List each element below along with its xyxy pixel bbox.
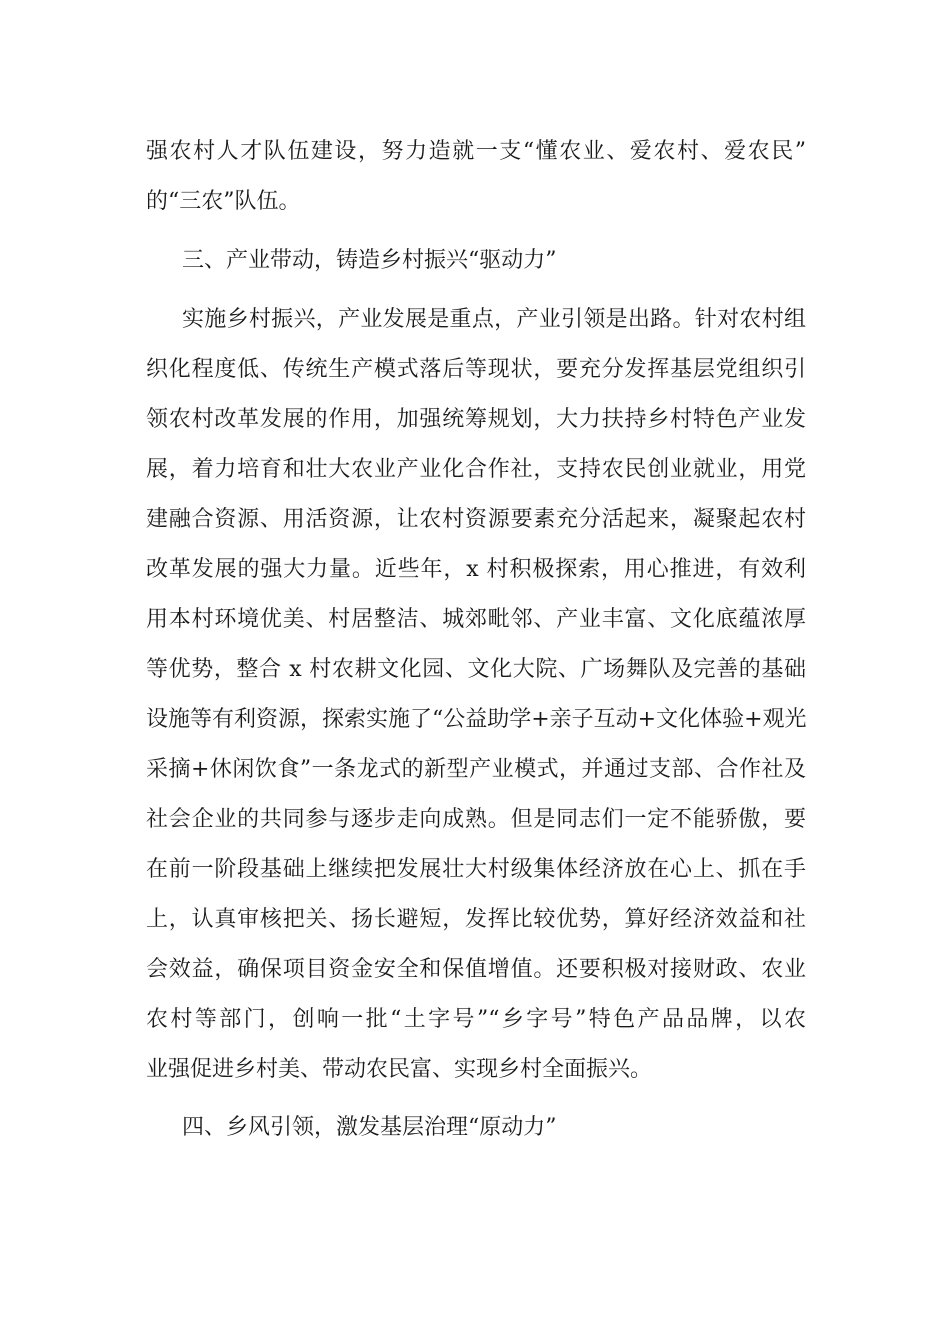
paragraph-line: 会效益，确保项目资金安全和保值增值。还要积极对接财政、农业 — [146, 957, 806, 982]
paragraph-line: 业强促进乡村美、带动农民富、实现乡村全面振兴。 — [146, 1057, 653, 1082]
paragraph-line: 社会企业的共同参与逐步走向成熟。但是同志们一定不能骄傲，要 — [146, 807, 806, 832]
paragraph-line: 上，认真审核把关、扬长避短，发挥比较优势，算好经济效益和社 — [146, 907, 806, 932]
paragraph-line: 采摘+休闲饮食”一条龙式的新型产业模式，并通过支部、合作社及 — [146, 757, 806, 782]
section-heading-3: 三、产业带动，铸造乡村振兴“驱动力” — [182, 248, 557, 273]
paragraph-line: 领农村改革发展的作用，加强统筹规划，大力扶持乡村特色产业发 — [146, 407, 806, 432]
paragraph-line: 设施等有利资源，探索实施了“公益助学+亲子互动+文化体验+观光 — [146, 707, 807, 732]
paragraph-line: 展，着力培育和壮大农业产业化合作社，支持农民创业就业，用党 — [146, 457, 806, 482]
paragraph-line: 等优势，整合 x 村农耕文化园、文化大院、广场舞队及完善的基础 — [146, 657, 806, 682]
paragraph-line: 改革发展的强大力量。近些年，x 村积极探索，用心推进，有效利 — [146, 557, 806, 582]
paragraph-line: 强农村人才队伍建设，努力造就一支“懂农业、爱农村、爱农民” — [146, 139, 806, 164]
paragraph-line: 织化程度低、传统生产模式落后等现状，要充分发挥基层党组织引 — [146, 357, 806, 382]
paragraph-line: 在前一阶段基础上继续把发展壮大村级集体经济放在心上、抓在手 — [146, 857, 806, 882]
paragraph-line: 建融合资源、用活资源，让农村资源要素充分活起来，凝聚起农村 — [146, 507, 806, 532]
paragraph-line: 的“三农”队伍。 — [146, 189, 301, 214]
paragraph-line: 农村等部门，创响一批“土字号”“乡字号”特色产品品牌，以农 — [146, 1007, 806, 1032]
section-heading-4: 四、乡风引领，激发基层治理“原动力” — [182, 1115, 557, 1140]
paragraph-line: 用本村环境优美、村居整洁、城郊毗邻、产业丰富、文化底蕴浓厚 — [146, 607, 806, 632]
paragraph-line: 实施乡村振兴，产业发展是重点，产业引领是出路。针对农村组 — [182, 307, 806, 332]
